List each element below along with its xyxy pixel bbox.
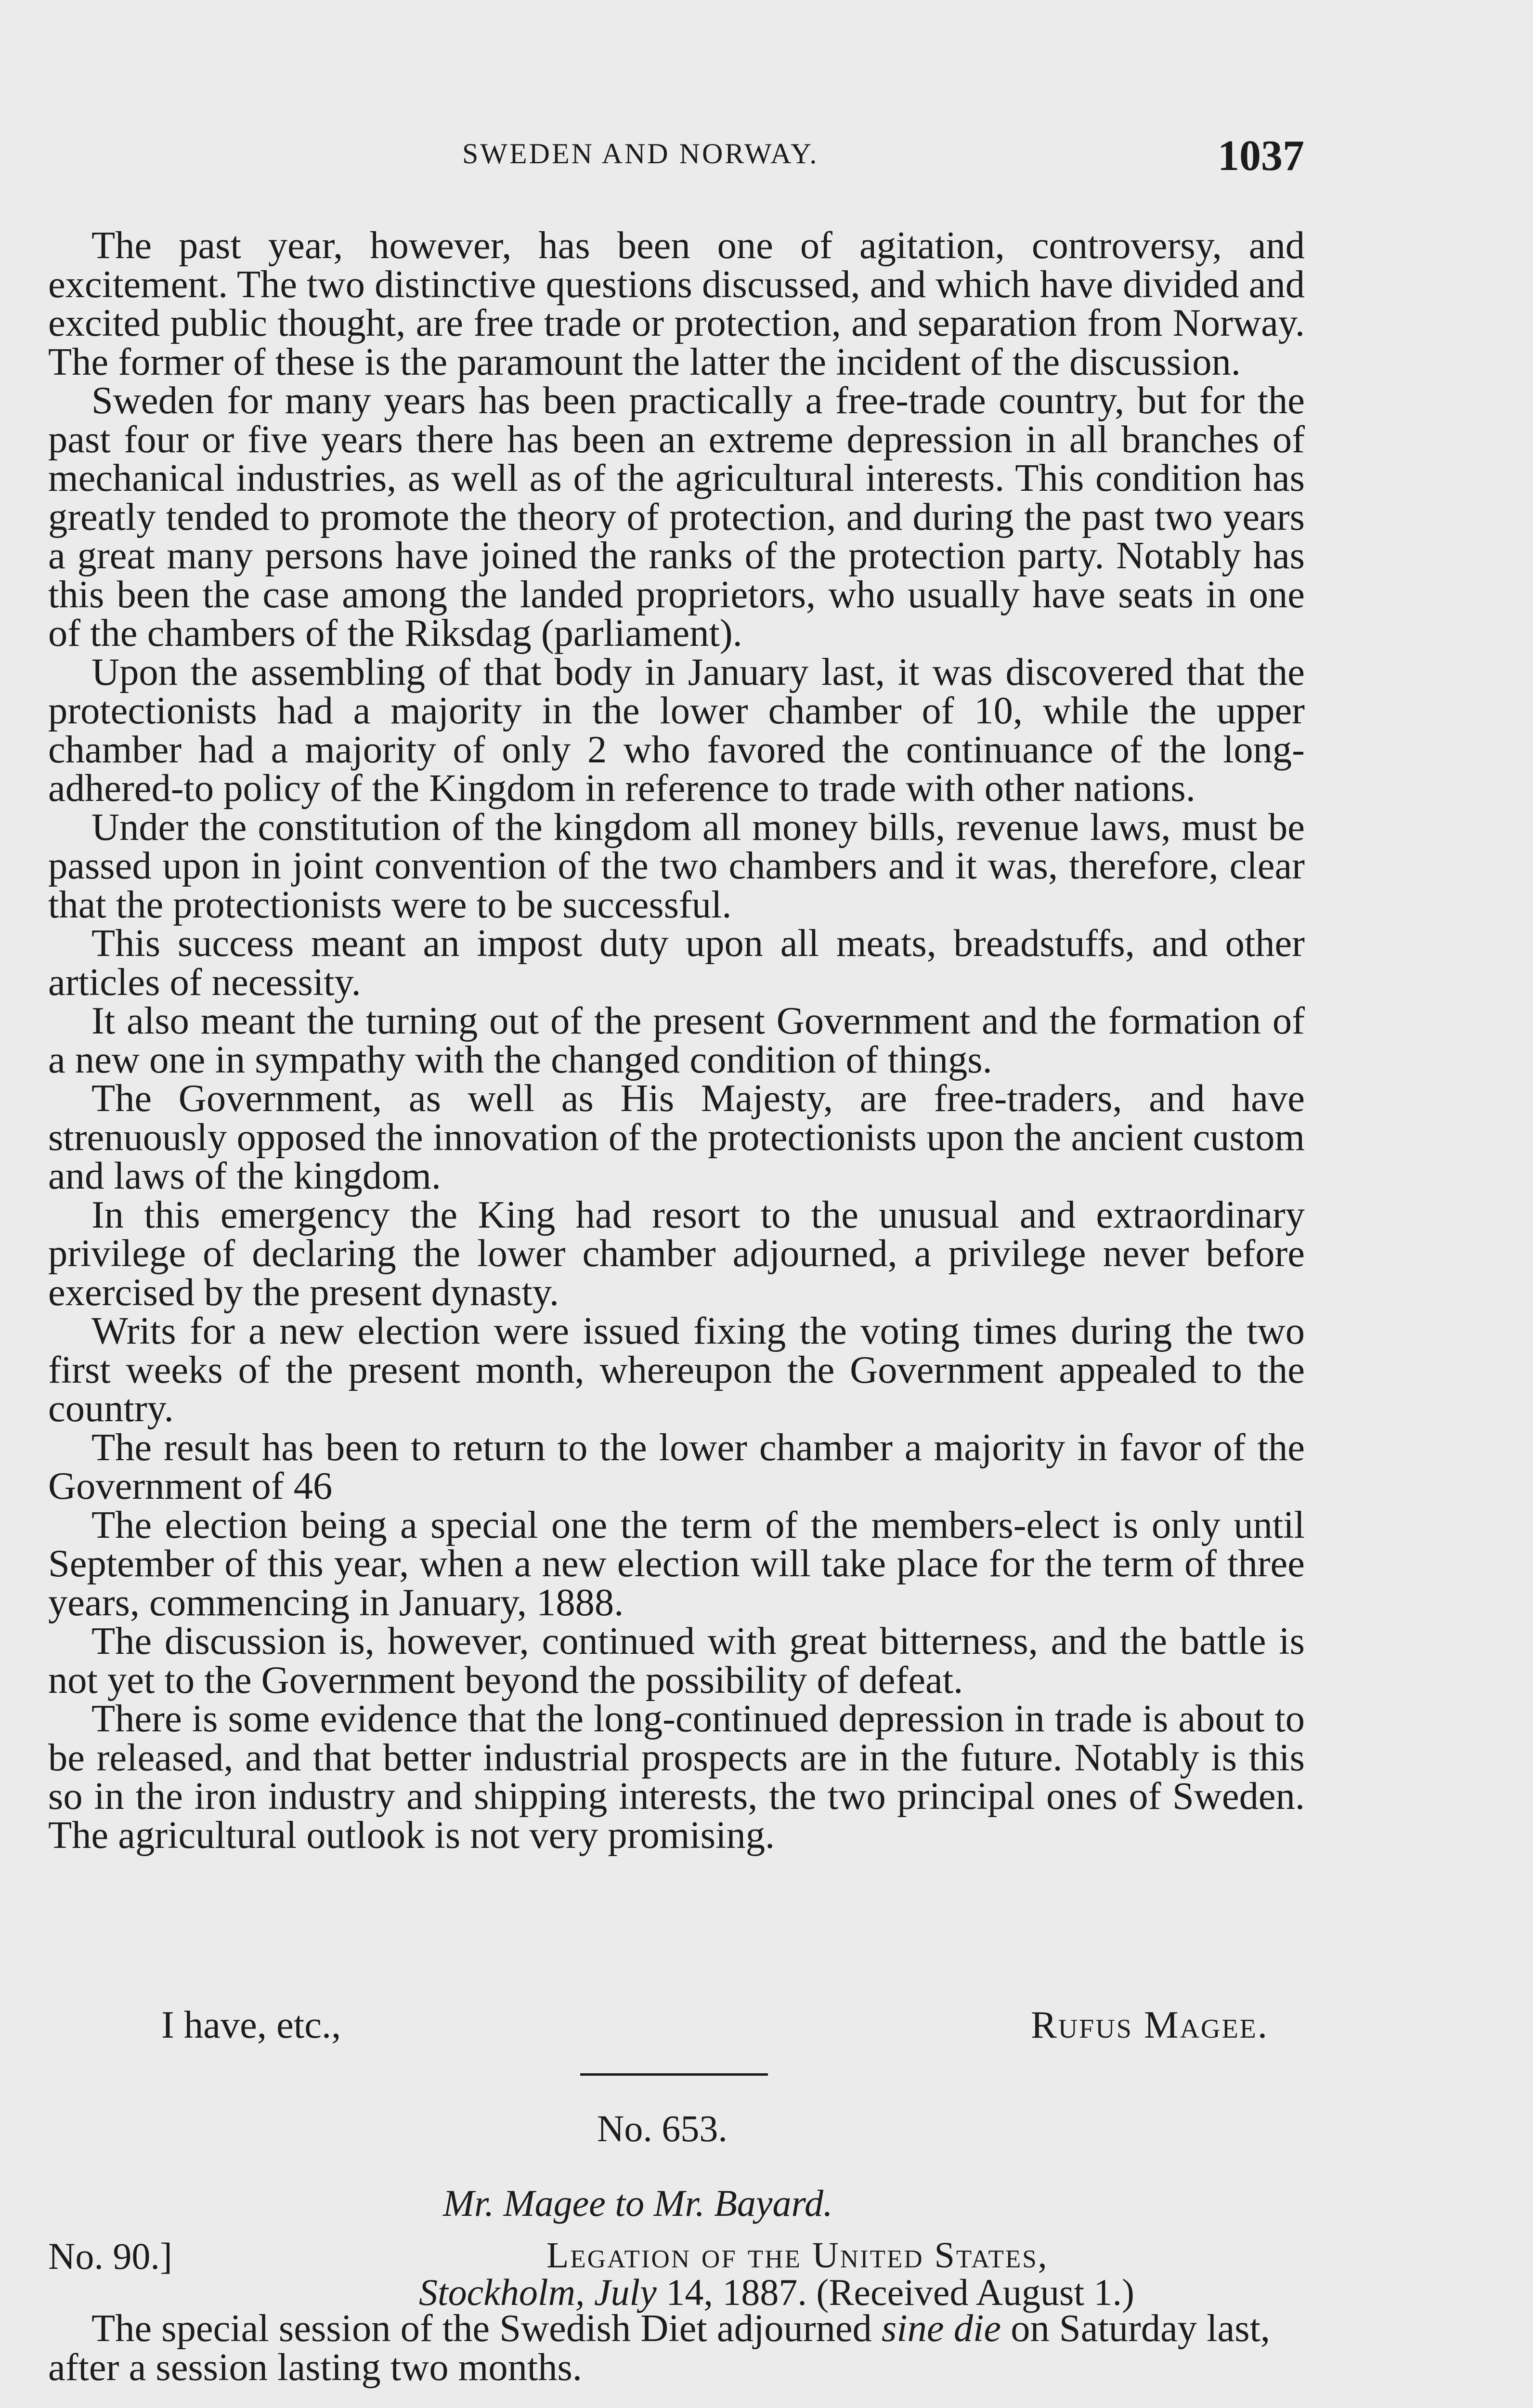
paragraph: In this emergency the King had resort to the unusual and extraordinary privilege of declaring the lower chamber adjourned, a privilege never before exercised by the present dynasty.	[48, 1193, 1305, 1314]
closing-latin-phrase: sine die	[881, 2307, 1001, 2350]
signer-name: Rufus Magee.	[1031, 2003, 1269, 2046]
paragraph: The result has been to return to the lower chamber a majority in favor of the Government of 46	[48, 1426, 1305, 1507]
date-month: July	[594, 2271, 657, 2313]
letter-body	[48, 226, 1305, 1855]
running-title: SWEDEN AND NORWAY.	[462, 138, 819, 170]
document-subtitle: Mr. Magee to Mr. Bayard.	[443, 2182, 833, 2224]
paragraph: The Government, as well as His Majesty, are free-traders, and have strenuously opposed the innovation of the protectionists upon the ancient custom and laws of the kingdom.	[48, 1077, 1305, 1197]
page-number: 1037	[1218, 132, 1304, 180]
paragraph: Writs for a new election were issued fixing the voting times during the two first weeks of the present month, whereupon the Government appealed to the country.	[48, 1309, 1305, 1430]
paragraph: Under the constitution of the kingdom all money bills, revenue laws, must be passed upon in joint convention of the two chambers and it was, therefore, clear that the protectionists were to be successful.	[48, 805, 1305, 926]
paragraph: The election being a special one the term of the members-elect is only until September of this year, when a new election will take place for the term of three years, commencing in January, 1888.	[48, 1503, 1305, 1624]
date-day-year: 14, 1887.	[666, 2271, 807, 2313]
dispatch-reference: No. 90.]	[48, 2235, 172, 2277]
section-divider	[580, 2073, 768, 2076]
paragraph: There is some evidence that the long-continued depression in trade is about to be released, and that better industrial prospects are in the future. Notably is this so in the iron industry and shipping interests, the two principal ones of Sweden. The agricultural outlook is not very promising.	[48, 1697, 1305, 1857]
paragraph: This success meant an impost duty upon all meats, breadstuffs, and other articles of necessity.	[48, 922, 1305, 1004]
complimentary-close: I have, etc.,	[161, 2003, 341, 2046]
document-number: No. 653.	[597, 2107, 728, 2149]
paragraph: It also meant the turning out of the present Government and the formation of a new one in sympathy with the changed condition of things.	[48, 999, 1305, 1081]
closing-text-end: on Saturday last, after a session lasting two months.	[48, 2307, 1271, 2389]
paragraph: Upon the assembling of that body in January last, it was discovered that the protectionists had a majority in the lower chamber of 10, while the upper chamber had a majority of only 2 who favored the continuance of the long-adhered-to policy of the Kingdom in reference to trade with other nations.	[48, 650, 1305, 810]
place: Stockholm,	[419, 2271, 585, 2313]
closing-text-start: The special session of the Swedish Diet adjourned	[91, 2307, 872, 2350]
opening-paragraph	[48, 2309, 1305, 2387]
paragraph: The discussion is, however, continued with great bitterness, and the battle is not yet to the Government beyond the possibility of defeat.	[48, 1620, 1305, 1701]
received-note: (Received August 1.)	[816, 2271, 1135, 2313]
paragraph: Sweden for many years has been practically a free-trade country, but for the past four or five years there has been an extreme depression in all branches of mechanical industries, as well as of the agricultural interests. This condition has greatly tended to promote the theory of protection, and during the past two years a great many persons have joined the ranks of the protection party. Notably has this been the case among the landed proprietors, who usually have seats in one of the chambers of the Riksdag (parliament).	[48, 379, 1305, 654]
legation-heading: Legation of the United States,	[546, 2235, 1049, 2276]
paragraph: The past year, however, has been one of agitation, controversy, and excitement. The two distinctive questions discussed, and which have divided and excited public thought, are free trade or protection, and separation from Norway. The former of these is the paramount the latter the incident of the discussion.	[48, 224, 1305, 383]
